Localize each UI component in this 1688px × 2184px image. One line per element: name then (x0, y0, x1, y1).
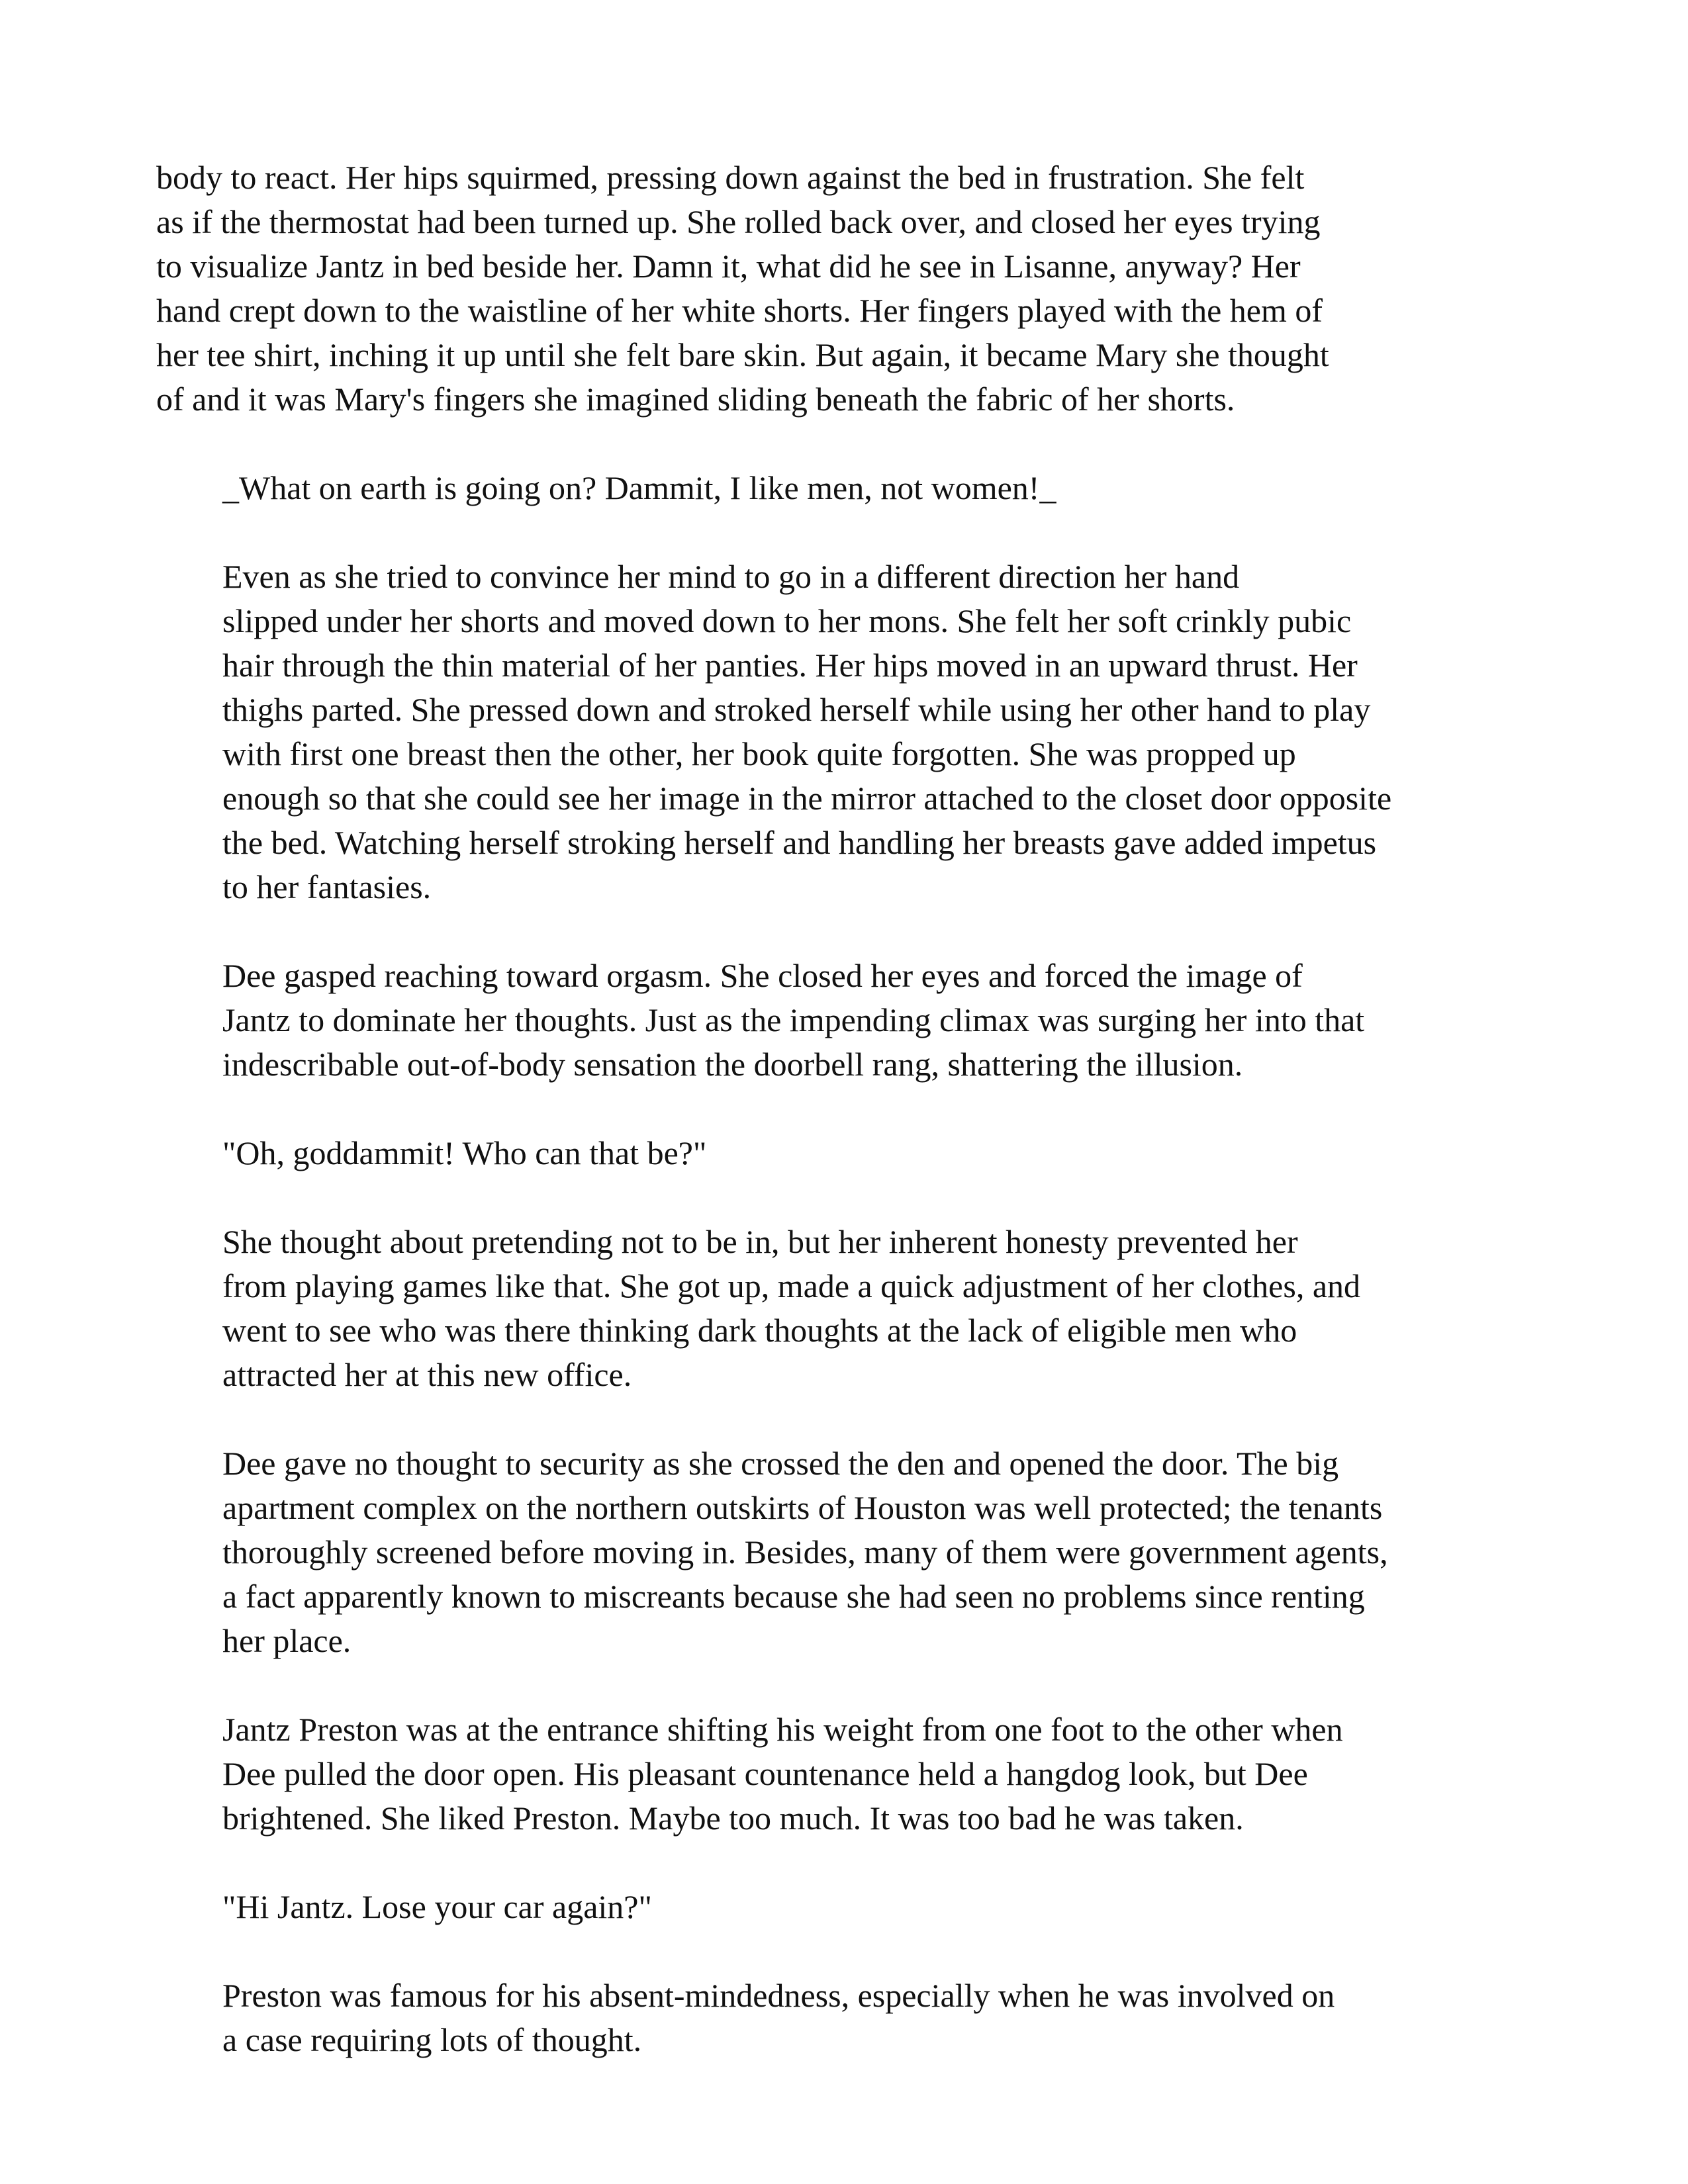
text-line: from playing games like that. She got up, made a quick adjustment of her clothes, and (222, 1267, 1361, 1304)
text-line: attracted her at this new office. (222, 1356, 632, 1393)
text-line: hand crept down to the waistline of her white shorts. Her fingers played with the hem of (156, 292, 1323, 329)
text-line: "Oh, goddammit! Who can that be?" (222, 1134, 707, 1171)
text-line: thoroughly screened before moving in. Besides, many of them were government agents, (222, 1533, 1388, 1570)
text-line: thighs parted. She pressed down and stroked herself while using her other hand to play (222, 691, 1371, 728)
text-line: the bed. Watching herself stroking herself and handling her breasts gave added impetus (222, 824, 1377, 861)
paragraph (156, 1220, 1540, 1397)
paragraph (156, 954, 1540, 1087)
text-line: with first one breast then the other, her book quite forgotten. She was propped up (222, 735, 1296, 772)
text-line: body to react. Her hips squirmed, pressing down against the bed in frustration. She felt (156, 159, 1305, 196)
paragraph (156, 466, 1540, 510)
paragraph (156, 1707, 1540, 1841)
paragraph (156, 555, 1540, 909)
text-line: her place. (222, 1622, 352, 1659)
text-line: _What on earth is going on? Dammit, I like men, not women!_ (222, 469, 1056, 506)
text-line: Jantz to dominate her thoughts. Just as the impending climax was surging her into that (222, 1001, 1365, 1038)
text-line: as if the thermostat had been turned up. She rolled back over, and closed her eyes trying (156, 203, 1321, 240)
text-line: hair through the thin material of her panties. Her hips moved in an upward thrust. Her (222, 647, 1358, 684)
text-line: indescribable out-of-body sensation the doorbell rang, shattering the illusion. (222, 1046, 1243, 1083)
paragraph (156, 1885, 1540, 1929)
text-line: of and it was Mary's fingers she imagined sliding beneath the fabric of her shorts. (156, 381, 1235, 418)
text-line: slipped under her shorts and moved down to her mons. She felt her soft crinkly pubic (222, 602, 1352, 639)
text-line: Dee gasped reaching toward orgasm. She closed her eyes and forced the image of (222, 957, 1303, 994)
text-line: her tee shirt, inching it up until she felt bare skin. But again, it became Mary she thought (156, 336, 1329, 373)
text-line: apartment complex on the northern outskirts of Houston was well protected; the tenants (222, 1489, 1383, 1526)
text-line: "Hi Jantz. Lose your car again?" (222, 1888, 652, 1925)
text-line: Preston was famous for his absent-mindedness, especially when he was involved on (222, 1977, 1335, 2014)
document-page (156, 156, 1540, 2062)
text-line: Jantz Preston was at the entrance shifting his weight from one foot to the other when (222, 1711, 1343, 1748)
text-line: to visualize Jantz in bed beside her. Damn it, what did he see in Lisanne, anyway? Her (156, 248, 1301, 285)
paragraph (156, 1441, 1540, 1663)
text-line: enough so that she could see her image in the mirror attached to the closet door opposite (222, 780, 1392, 817)
text-line: She thought about pretending not to be in, but her inherent honesty prevented her (222, 1223, 1298, 1260)
text-line: to her fantasies. (222, 868, 432, 905)
text-line: went to see who was there thinking dark thoughts at the lack of eligible men who (222, 1312, 1297, 1349)
text-line: brightened. She liked Preston. Maybe too much. It was too bad he was taken. (222, 1799, 1244, 1837)
text-line: a case requiring lots of thought. (222, 2021, 642, 2058)
paragraph (156, 1974, 1540, 2062)
paragraph (156, 1131, 1540, 1175)
text-line: Dee pulled the door open. His pleasant countenance held a hangdog look, but Dee (222, 1755, 1308, 1792)
text-line: a fact apparently known to miscreants because she had seen no problems since renting (222, 1578, 1365, 1615)
text-line: Even as she tried to convince her mind to go in a different direction her hand (222, 558, 1240, 595)
text-line: Dee gave no thought to security as she crossed the den and opened the door. The big (222, 1445, 1339, 1482)
paragraph (156, 156, 1540, 422)
